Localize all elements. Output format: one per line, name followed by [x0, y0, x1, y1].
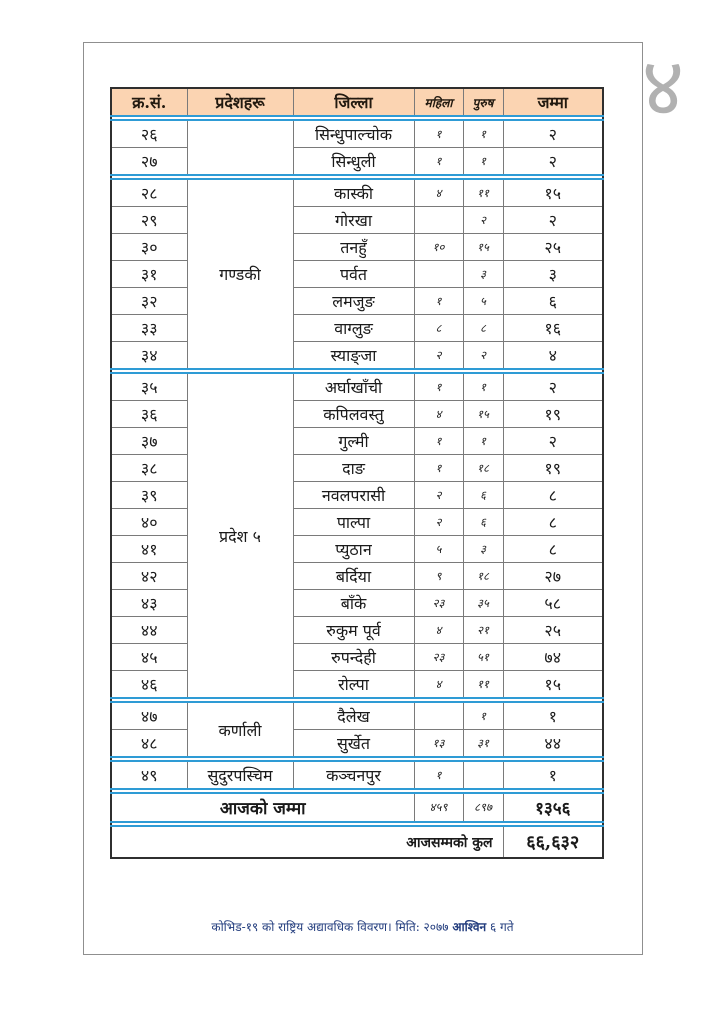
- female-count-cell: २: [414, 482, 463, 509]
- serial-number-cell: २७: [111, 148, 187, 176]
- total-count-cell: १६: [503, 315, 603, 342]
- serial-number-cell: ४१: [111, 536, 187, 563]
- total-count-cell: ४४: [503, 730, 603, 758]
- female-count-cell: २३: [414, 590, 463, 617]
- total-count-cell: ८: [503, 509, 603, 536]
- female-count-cell: ४: [414, 179, 463, 207]
- district-cell: नवलपरासी: [293, 482, 414, 509]
- district-cell: बाँके: [293, 590, 414, 617]
- total-count-cell: २: [503, 148, 603, 176]
- total-count-cell: २: [503, 428, 603, 455]
- male-count-cell: ११: [463, 179, 503, 207]
- table-row: [111, 536, 603, 563]
- total-count-cell: ८: [503, 536, 603, 563]
- table-row: [111, 373, 603, 401]
- male-count-cell: १: [463, 702, 503, 730]
- province-cell: सुदुरपस्चिम: [187, 761, 293, 789]
- total-count-cell: १५: [503, 671, 603, 699]
- serial-number-cell: ३८: [111, 455, 187, 482]
- cumulative-total-label: आजसम्मको कुल: [111, 826, 503, 858]
- male-count-cell: ५१: [463, 644, 503, 671]
- district-cell: सिन्धुली: [293, 148, 414, 176]
- female-count-cell: १: [414, 373, 463, 401]
- header-provinces: प्रदेशहरू: [187, 88, 293, 116]
- province-cell: [187, 120, 293, 175]
- serial-number-cell: ४३: [111, 590, 187, 617]
- table-row: [111, 234, 603, 261]
- table-row: [111, 509, 603, 536]
- male-count-cell: ८: [463, 315, 503, 342]
- table-row: [111, 207, 603, 234]
- table-row: [111, 315, 603, 342]
- male-count-cell: ६: [463, 509, 503, 536]
- serial-number-cell: ३२: [111, 288, 187, 315]
- table-row: [111, 288, 603, 315]
- total-count-cell: ३: [503, 261, 603, 288]
- total-count-cell: ५८: [503, 590, 603, 617]
- serial-number-cell: २८: [111, 179, 187, 207]
- province-cell: गण्डकी: [187, 179, 293, 369]
- table-row: [111, 342, 603, 370]
- total-count-cell: १९: [503, 455, 603, 482]
- header-female: महिला: [414, 88, 463, 116]
- today-total-row: [111, 793, 603, 822]
- total-count-cell: १५: [503, 179, 603, 207]
- serial-number-cell: ४५: [111, 644, 187, 671]
- serial-number-cell: ४९: [111, 761, 187, 789]
- province-cell: कर्णाली: [187, 702, 293, 757]
- male-count-cell: ३: [463, 536, 503, 563]
- district-cell: पाल्पा: [293, 509, 414, 536]
- district-cell: सिन्धुपाल्चोक: [293, 120, 414, 148]
- male-count-cell: १८: [463, 563, 503, 590]
- male-count-cell: ३५: [463, 590, 503, 617]
- table-row: [111, 261, 603, 288]
- male-count-cell: ३१: [463, 730, 503, 758]
- today-grand-count: १३५६: [503, 793, 603, 822]
- table-row: [111, 563, 603, 590]
- district-cell: लमजुङ: [293, 288, 414, 315]
- serial-number-cell: ४०: [111, 509, 187, 536]
- district-cell: अर्घाखाँची: [293, 373, 414, 401]
- female-count-cell: १: [414, 761, 463, 789]
- table-row: [111, 455, 603, 482]
- female-count-cell: १०: [414, 234, 463, 261]
- table-row: [111, 148, 603, 176]
- district-cell: रुपन्देही: [293, 644, 414, 671]
- today-female-total: ४५९: [414, 793, 463, 822]
- total-count-cell: २५: [503, 234, 603, 261]
- district-cell: तनहुँ: [293, 234, 414, 261]
- female-count-cell: ५: [414, 536, 463, 563]
- male-count-cell: १८: [463, 455, 503, 482]
- serial-number-cell: ३६: [111, 401, 187, 428]
- male-count-cell: १: [463, 120, 503, 148]
- female-count-cell: ८: [414, 315, 463, 342]
- district-cell: रोल्पा: [293, 671, 414, 699]
- district-cell: स्याङ्जा: [293, 342, 414, 370]
- table-row: [111, 590, 603, 617]
- footer-month: आश्विन: [452, 920, 487, 934]
- male-count-cell: १५: [463, 401, 503, 428]
- table-header-row: [111, 88, 603, 116]
- male-count-cell: ६: [463, 482, 503, 509]
- cumulative-total-row: [111, 826, 603, 858]
- female-count-cell: ४: [414, 401, 463, 428]
- total-count-cell: २५: [503, 617, 603, 644]
- serial-number-cell: ३४: [111, 342, 187, 370]
- serial-number-cell: २९: [111, 207, 187, 234]
- district-cell: पर्वत: [293, 261, 414, 288]
- table-row: [111, 644, 603, 671]
- male-count-cell: [463, 761, 503, 789]
- district-cell: गुल्मी: [293, 428, 414, 455]
- table-row: [111, 179, 603, 207]
- male-count-cell: ५: [463, 288, 503, 315]
- table-row: [111, 482, 603, 509]
- female-count-cell: [414, 207, 463, 234]
- total-count-cell: ६: [503, 288, 603, 315]
- table-row: [111, 671, 603, 699]
- serial-number-cell: ३०: [111, 234, 187, 261]
- cumulative-total-value: ६६,६३२: [503, 826, 603, 858]
- male-count-cell: १: [463, 148, 503, 176]
- serial-number-cell: ४२: [111, 563, 187, 590]
- female-count-cell: ९: [414, 563, 463, 590]
- total-count-cell: २: [503, 207, 603, 234]
- serial-number-cell: ४८: [111, 730, 187, 758]
- total-count-cell: २: [503, 120, 603, 148]
- district-cell: रुकुम पूर्व: [293, 617, 414, 644]
- header-total: जम्मा: [503, 88, 603, 116]
- district-cell: वाग्लुङ: [293, 315, 414, 342]
- header-district: जिल्ला: [293, 88, 414, 116]
- footer-text-suffix: ६ गते: [486, 920, 514, 934]
- district-cell: सुर्खेत: [293, 730, 414, 758]
- district-cell: कपिलवस्तु: [293, 401, 414, 428]
- table-row: [111, 617, 603, 644]
- province-cell: प्रदेश ५: [187, 373, 293, 698]
- serial-number-cell: ३५: [111, 373, 187, 401]
- table-body: [111, 116, 603, 858]
- header-male: पुरुष: [463, 88, 503, 116]
- district-cell: गोरखा: [293, 207, 414, 234]
- female-count-cell: २३: [414, 644, 463, 671]
- district-cell: दाङ: [293, 455, 414, 482]
- total-count-cell: १: [503, 702, 603, 730]
- male-count-cell: ३: [463, 261, 503, 288]
- district-cell: कास्की: [293, 179, 414, 207]
- covid-district-table: [110, 87, 604, 859]
- female-count-cell: [414, 702, 463, 730]
- total-count-cell: ८: [503, 482, 603, 509]
- female-count-cell: ४: [414, 671, 463, 699]
- total-count-cell: १: [503, 761, 603, 789]
- female-count-cell: १: [414, 455, 463, 482]
- table-row: [111, 702, 603, 730]
- male-count-cell: २: [463, 207, 503, 234]
- female-count-cell: १: [414, 120, 463, 148]
- header-serial-number: क्र.सं.: [111, 88, 187, 116]
- serial-number-cell: ४७: [111, 702, 187, 730]
- district-cell: कञ्चनपुर: [293, 761, 414, 789]
- serial-number-cell: ३१: [111, 261, 187, 288]
- serial-number-cell: ३३: [111, 315, 187, 342]
- female-count-cell: १: [414, 428, 463, 455]
- page-number-watermark: ४: [641, 40, 685, 135]
- today-total-label: आजको जम्मा: [111, 793, 414, 822]
- table-row: [111, 761, 603, 789]
- total-count-cell: २: [503, 373, 603, 401]
- table-row: [111, 730, 603, 758]
- total-count-cell: १९: [503, 401, 603, 428]
- male-count-cell: १५: [463, 234, 503, 261]
- serial-number-cell: ४६: [111, 671, 187, 699]
- female-count-cell: १: [414, 288, 463, 315]
- male-count-cell: ११: [463, 671, 503, 699]
- footer-text-prefix: कोभिड-१९ को राष्ट्रिय अद्यावधिक विवरण। मिति: २०७७: [211, 920, 453, 934]
- female-count-cell: २: [414, 342, 463, 370]
- female-count-cell: ४: [414, 617, 463, 644]
- female-count-cell: १३: [414, 730, 463, 758]
- male-count-cell: २: [463, 342, 503, 370]
- female-count-cell: [414, 261, 463, 288]
- district-cell: दैलेख: [293, 702, 414, 730]
- table-row: [111, 401, 603, 428]
- male-count-cell: १: [463, 428, 503, 455]
- female-count-cell: २: [414, 509, 463, 536]
- footer-caption: [83, 918, 642, 935]
- serial-number-cell: ४४: [111, 617, 187, 644]
- table-row: [111, 428, 603, 455]
- total-count-cell: ७४: [503, 644, 603, 671]
- today-male-total: ८९७: [463, 793, 503, 822]
- serial-number-cell: २६: [111, 120, 187, 148]
- table-row: [111, 120, 603, 148]
- district-cell: प्युठान: [293, 536, 414, 563]
- female-count-cell: १: [414, 148, 463, 176]
- male-count-cell: २१: [463, 617, 503, 644]
- serial-number-cell: ३९: [111, 482, 187, 509]
- serial-number-cell: ३७: [111, 428, 187, 455]
- total-count-cell: ४: [503, 342, 603, 370]
- district-cell: बर्दिया: [293, 563, 414, 590]
- male-count-cell: १: [463, 373, 503, 401]
- total-count-cell: २७: [503, 563, 603, 590]
